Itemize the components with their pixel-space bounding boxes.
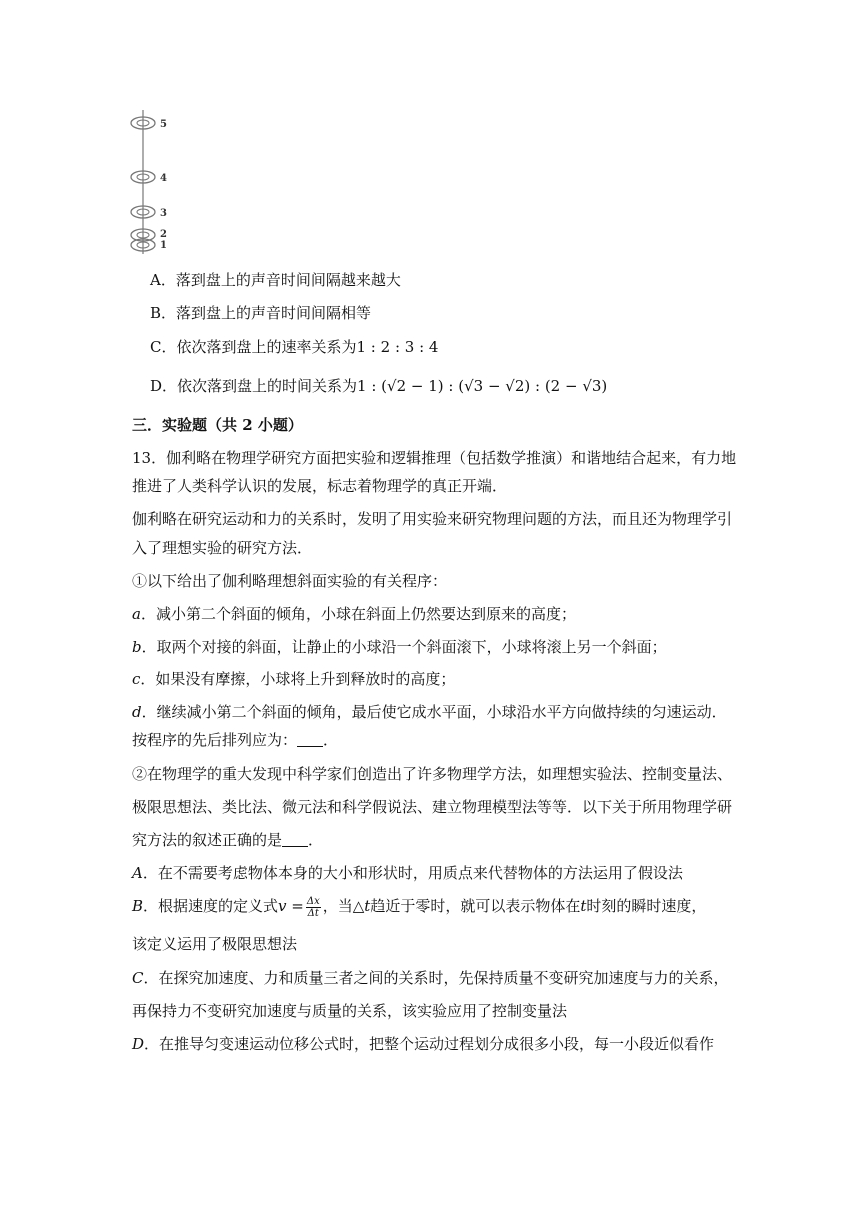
washer-label-1: 1 [160, 240, 167, 251]
washer-label-5: 5 [160, 119, 167, 130]
q13-part2-line-3: 究方法的叙述正确的是 ． [132, 831, 324, 849]
q13-intro-line-2: 推进了人类科学认识的发展，标志着物理学的真正开端． [132, 477, 508, 495]
q13-part1-title: ①以下给出了伽利略理想斜面实验的有关程序： [132, 572, 448, 590]
washer-string-figure [128, 108, 188, 256]
q12-option-b: B．落到盘上的声音时间间隔相等 [150, 304, 372, 322]
q13-intro-line-4: 入了理想实验的研究方法． [132, 539, 313, 557]
q13-part2-line-2: 极限思想法、类比法、微元法和科学假说法、建立物理模型法等等．以下关于所用物理学研 [132, 798, 733, 816]
q13-intro-line-1: 13．伽利略在物理学研究方面把实验和逻辑推理（包括数学推演）和谐地结合起来，有力地 [132, 449, 737, 467]
washer-diagram [128, 108, 188, 256]
q13-option-d: D．在推导匀变速运动位移公式时，把整个运动过程划分成很多小段，每一小段近似看作 [132, 1035, 715, 1053]
q12-option-a: A．落到盘上的声音时间间隔越来越大 [150, 271, 401, 289]
q13-part2-line-1: ②在物理学的重大发现中科学家们创造出了许多物理学方法，如理想实验法、控制变量法、 [132, 765, 733, 783]
answer-blank-method[interactable] [282, 831, 308, 847]
q13-option-a: A．在不需要考虑物体本身的大小和形状时，用质点来代替物体的方法运用了假设法 [132, 864, 683, 882]
q13-option-b: B．根据速度的定义式v = $\frac{\Delta x}{\Delta t}$ ，当△t趋近于零时，就可以表示物体在t时刻的瞬时速度， [132, 895, 707, 919]
q13-option-c: C．在探究加速度、力和质量三者之间的关系时，先保持质量不变研究加速度与力的关系， [132, 969, 729, 987]
q13-intro-line-3: 伽利略在研究运动和力的关系时，发明了用实验来研究物理问题的方法，而且还为物理学引 [132, 510, 733, 528]
q12-option-d: D．依次落到盘上的时间关系为1 : (√2 − 1) : (√3 − √2) : (2 − √3) [150, 377, 608, 395]
q13-step-d: d．继续减小第二个斜面的倾角，最后使它成水平面，小球沿水平方向做持续的匀速运动． [132, 703, 727, 721]
washer-label-4: 4 [160, 173, 167, 184]
answer-blank-order[interactable] [297, 731, 323, 747]
washer-label-2: 2 [160, 229, 167, 240]
section-heading: 三．实验题（共 2 小题） [132, 416, 303, 434]
q13-step-c: c．如果没有摩擦，小球将上升到释放时的高度； [132, 670, 456, 688]
q13-order-prompt: 按程序的先后排列应为： ． [132, 731, 339, 749]
q13-option-c-line-2: 再保持力不变研究加速度与质量的关系，该实验应用了控制变量法 [132, 1002, 568, 1020]
q12-option-c: C．依次落到盘上的速率关系为1 : 2 : 3 : 4 [150, 338, 439, 356]
q13-option-b-line-2: 该定义运用了极限思想法 [132, 935, 298, 953]
q13-step-a: a．减小第二个斜面的倾角，小球在斜面上仍然要达到原来的高度； [132, 605, 576, 623]
velocity-fraction: $\frac{\Delta x}{\Delta t}$ [306, 895, 320, 919]
washer-label-3: 3 [160, 208, 167, 219]
q13-step-b: b．取两个对接的斜面，让静止的小球沿一个斜面滚下，小球将滚上另一个斜面； [132, 638, 667, 656]
